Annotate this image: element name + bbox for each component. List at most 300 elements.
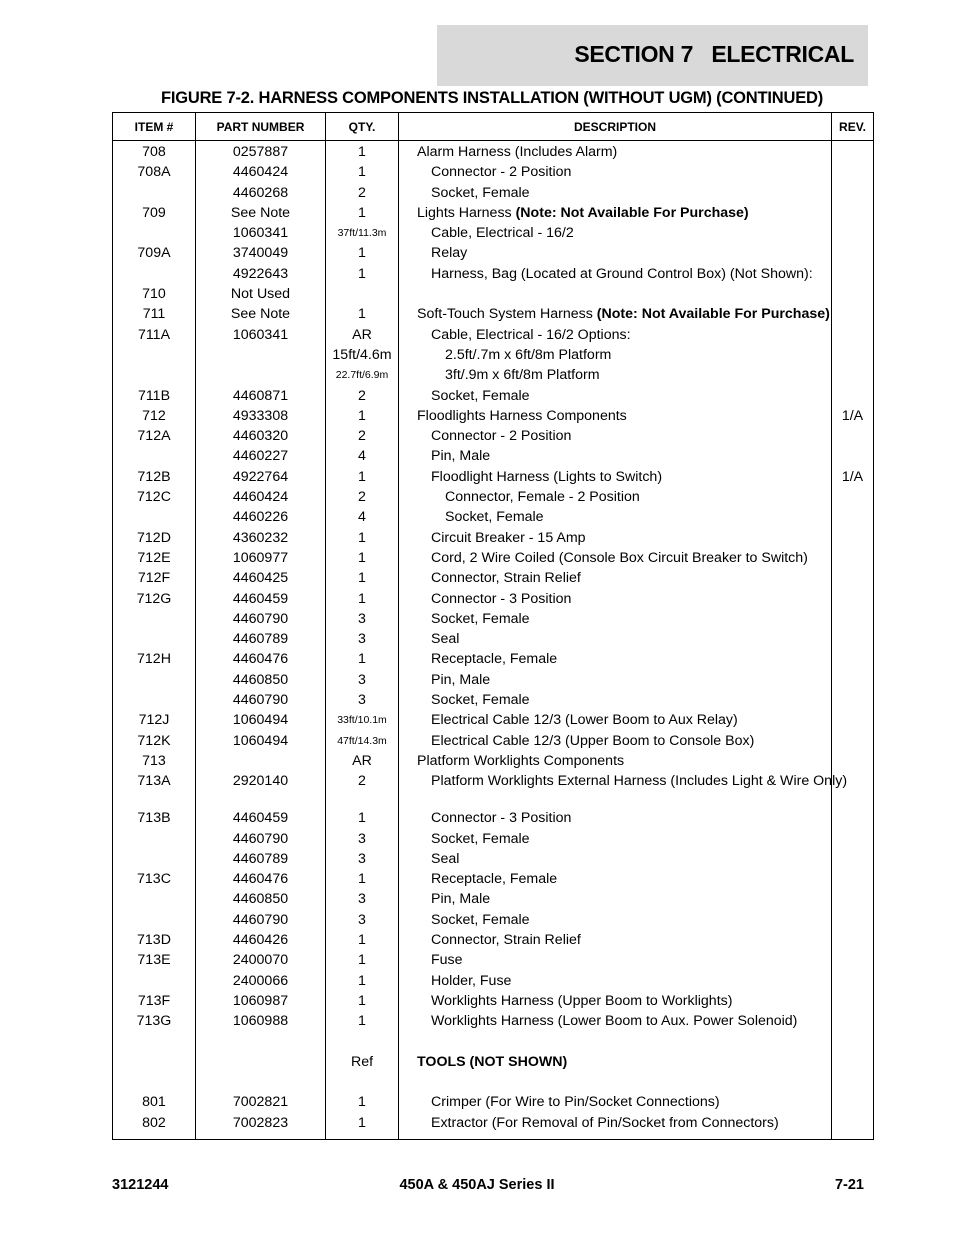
description-cell [399,448,832,468]
table-row [113,448,874,468]
description-cell [399,631,832,651]
qty-cell: 1 [326,932,399,952]
table-row [113,1054,874,1074]
revision-cell [832,327,874,347]
revision-cell [832,891,874,911]
description-text: Worklights Harness (Lower Boom to Aux. Power Solenoid) [431,1013,798,1030]
revision-cell [832,550,874,570]
description-note: TOOLS (NOT SHOWN) [417,1053,568,1070]
qty-cell: 2 [326,185,399,205]
part-number-cell: 4922764 [196,469,326,489]
description-text: Alarm Harness (Includes Alarm) [417,144,618,160]
item-number-cell: 709 [113,205,196,225]
description-cell [399,932,832,952]
table-row [113,651,874,671]
part-number-cell: 1060988 [196,1013,326,1033]
item-number-cell [113,891,196,911]
description-text: Connector, Strain Relief [431,570,581,587]
part-number-cell: 4460789 [196,851,326,871]
description-text: Electrical Cable 12/3 (Upper Boom to Console Box) [431,732,755,749]
qty-cell: 1 [326,141,399,165]
description-text: Electrical Cable 12/3 (Lower Boom to Aux Relay) [431,712,738,729]
description-text: Platform Worklights External Harness (Includes Light & Wire Only) [431,773,848,790]
part-number-cell: 1060341 [196,327,326,347]
revision-cell [832,611,874,631]
table-row [113,672,874,692]
part-number-cell: 1060494 [196,712,326,732]
revision-cell [832,631,874,651]
header-item: ITEM # [113,113,196,141]
table-row [113,205,874,225]
description-cell [399,164,832,184]
revision-cell [832,225,874,245]
header-qty: QTY. [326,113,399,141]
description-text: Platform Worklights Components [417,752,625,769]
revision-cell [832,448,874,468]
part-number-cell: 7002821 [196,1094,326,1114]
part-number-cell: 4460424 [196,489,326,509]
description-cell [399,1115,832,1140]
table-row [113,1094,874,1114]
description-cell [399,753,832,773]
description-cell [399,205,832,225]
table-row [113,851,874,871]
table-row [113,469,874,489]
description-note: (Note: Not Available For Purchase) [596,306,830,323]
qty-cell: 1 [326,871,399,891]
part-number-cell: 4460790 [196,611,326,631]
item-number-cell: 708A [113,164,196,184]
qty-cell: 1 [326,591,399,611]
item-number-cell: 712J [113,712,196,732]
table-row [113,164,874,184]
description-cell [399,1074,832,1094]
description-cell [399,347,832,367]
description-text: Connector - 3 Position [431,590,572,607]
item-number-cell [113,347,196,367]
part-number-cell: Not Used [196,286,326,306]
revision-cell [832,245,874,265]
item-number-cell: 802 [113,1115,196,1140]
revision-cell [832,810,874,830]
part-number-cell: See Note [196,306,326,326]
description-cell [399,367,832,387]
table-row [113,408,874,428]
part-number-cell: 4460425 [196,570,326,590]
part-number-cell: 4460426 [196,932,326,952]
qty-cell: 4 [326,448,399,468]
item-number-cell [113,509,196,529]
qty-cell: 1 [326,1094,399,1114]
description-cell [399,306,832,326]
description-text: Floodlights Harness Components [417,407,627,424]
item-number-cell: 712F [113,570,196,590]
description-cell [399,327,832,347]
item-number-cell: 712D [113,530,196,550]
revision-cell [832,185,874,205]
part-number-cell: See Note [196,205,326,225]
qty-cell: 3 [326,912,399,932]
description-cell [399,1094,832,1114]
qty-cell [326,1033,399,1053]
revision-cell [832,367,874,387]
table-row [113,266,874,286]
description-text: Socket, Female [431,830,530,847]
revision-cell [832,1013,874,1033]
revision-cell [832,932,874,952]
revision-cell [832,1115,874,1140]
item-number-cell: 711 [113,306,196,326]
part-number-cell [196,347,326,367]
header-part-number: PART NUMBER [196,113,326,141]
description-cell [399,810,832,830]
part-number-cell: 1060977 [196,550,326,570]
item-number-cell [113,1054,196,1074]
table-row [113,993,874,1013]
revision-cell [832,993,874,1013]
table-row [113,225,874,245]
description-text: Connector - 2 Position [431,428,572,445]
description-text: Circuit Breaker - 15 Amp [431,529,586,546]
description-cell [399,141,832,165]
description-cell [399,591,832,611]
description-text: 3ft/.9m x 6ft/8m Platform [445,367,600,384]
item-number-cell [113,367,196,387]
item-number-cell: 710 [113,286,196,306]
table-row [113,550,874,570]
revision-cell [832,712,874,732]
item-number-cell: 711A [113,327,196,347]
table-row [113,1074,874,1094]
description-cell [399,952,832,972]
item-number-cell: 712A [113,428,196,448]
description-text: Pin, Male [431,671,491,688]
part-number-cell: 4460227 [196,448,326,468]
item-number-cell: 712 [113,408,196,428]
description-text: Receptacle, Female [431,651,558,668]
part-number-cell: 4460226 [196,509,326,529]
table-row [113,1013,874,1033]
description-cell [399,993,832,1013]
description-cell [399,286,832,306]
revision-cell [832,428,874,448]
description-cell [399,428,832,448]
qty-cell: 2 [326,388,399,408]
description-cell [399,489,832,509]
table-row [113,932,874,952]
description-cell [399,225,832,245]
qty-cell: 3 [326,851,399,871]
item-number-cell: 713C [113,871,196,891]
description-text: Cord, 2 Wire Coiled (Console Box Circuit Breaker to Switch) [431,549,808,566]
item-number-cell [113,851,196,871]
table-header-row [113,113,874,141]
table-row [113,611,874,631]
qty-cell: 1 [326,550,399,570]
figure-title: FIGURE 7-2. HARNESS COMPONENTS INSTALLATION (WITHOUT UGM) (CONTINUED) [160,89,824,107]
item-number-cell: 712H [113,651,196,671]
header-description: DESCRIPTION [399,113,832,141]
revision-cell [832,530,874,550]
qty-cell: 3 [326,611,399,631]
revision-cell: 1/A [832,408,874,428]
description-text: Connector, Strain Relief [431,931,581,948]
revision-cell [832,141,874,165]
qty-cell [326,286,399,306]
revision-cell [832,306,874,326]
item-number-cell [113,448,196,468]
revision-cell [832,651,874,671]
part-number-cell: 4460790 [196,692,326,712]
description-text: Seal [431,631,460,648]
revision-cell [832,672,874,692]
qty-cell: AR [326,753,399,773]
qty-cell: 2 [326,428,399,448]
item-number-cell: 712G [113,591,196,611]
description-text: Cable, Electrical - 16/2 Options: [431,326,631,343]
item-number-cell: 713 [113,753,196,773]
footer-page-number: 7-21 [834,1177,864,1193]
revision-cell [832,489,874,509]
revision-cell [832,1094,874,1114]
part-number-cell [196,367,326,387]
item-number-cell: 709A [113,245,196,265]
description-cell [399,1054,832,1074]
item-number-cell: 712E [113,550,196,570]
table-row [113,1115,874,1140]
revision-cell [832,205,874,225]
description-text: Socket, Female [431,692,530,709]
qty-cell: 3 [326,831,399,851]
part-number-cell: 4922643 [196,266,326,286]
qty-cell: 2 [326,773,399,810]
part-number-cell: 4460424 [196,164,326,184]
description-cell [399,408,832,428]
revision-cell [832,1033,874,1053]
description-cell [399,733,832,753]
qty-cell: Ref [326,1054,399,1074]
revision-cell [832,831,874,851]
table-row [113,692,874,712]
part-number-cell: 4460871 [196,388,326,408]
description-cell [399,388,832,408]
description-cell [399,912,832,932]
description-cell [399,530,832,550]
revision-cell [832,286,874,306]
table-row [113,912,874,932]
part-number-cell: 1060494 [196,733,326,753]
part-number-cell: 4933308 [196,408,326,428]
description-text: Lights Harness [417,204,516,221]
item-number-cell: 713E [113,952,196,972]
description-cell [399,831,832,851]
item-number-cell: 713A [113,773,196,810]
item-number-cell: 712B [113,469,196,489]
qty-cell: 2 [326,489,399,509]
part-number-cell: 4460850 [196,891,326,911]
description-note: (Note: Not Available For Purchase) [515,204,749,221]
table-row [113,489,874,509]
revision-cell [832,1074,874,1094]
table-row [113,185,874,205]
item-number-cell: 713D [113,932,196,952]
description-text: Socket, Female [445,509,544,526]
description-text: Connector, Female - 2 Position [445,489,640,506]
table-row [113,753,874,773]
qty-cell: 1 [326,164,399,184]
section-title: SECTION 7 ELECTRICAL [574,41,854,67]
table-row [113,428,874,448]
qty-cell: 15ft/4.6m [326,347,399,367]
table-row [113,367,874,387]
description-text: Seal [431,850,460,867]
item-number-cell [113,1074,196,1094]
footer-doc-number: 3121244 [112,1177,169,1193]
item-number-cell [113,672,196,692]
qty-cell: 1 [326,1013,399,1033]
table-row [113,509,874,529]
qty-cell: 47ft/14.3m [326,733,399,753]
part-number-cell [196,1033,326,1053]
qty-cell: 1 [326,245,399,265]
revision-cell [832,347,874,367]
description-text: Socket, Female [431,911,530,928]
description-cell [399,1033,832,1053]
table-row [113,286,874,306]
description-cell [399,851,832,871]
item-number-cell: 711B [113,388,196,408]
qty-cell: 3 [326,631,399,651]
revision-cell [832,912,874,932]
item-number-cell: 713F [113,993,196,1013]
part-number-cell: 1060987 [196,993,326,1013]
revision-cell [832,1054,874,1074]
description-text: Extractor (For Removal of Pin/Socket from Connectors) [431,1114,779,1131]
table-row [113,871,874,891]
table-row [113,891,874,911]
description-cell [399,611,832,631]
description-text: Connector - 2 Position [431,164,572,181]
revision-cell [832,871,874,891]
part-number-cell: 4460790 [196,831,326,851]
description-text: Socket, Female [431,184,530,201]
qty-cell: 4 [326,509,399,529]
item-number-cell [113,973,196,993]
part-number-cell: 4460320 [196,428,326,448]
qty-cell: 1 [326,530,399,550]
revision-cell [832,692,874,712]
description-text: Crimper (For Wire to Pin/Socket Connections) [431,1094,720,1111]
part-number-cell [196,753,326,773]
qty-cell: AR [326,327,399,347]
description-cell [399,692,832,712]
item-number-cell [113,1033,196,1053]
description-cell [399,570,832,590]
description-text: Relay [431,245,468,262]
table-row [113,712,874,732]
table-row [113,530,874,550]
part-number-cell: 4460789 [196,631,326,651]
table-row [113,570,874,590]
part-number-cell [196,1054,326,1074]
item-number-cell [113,631,196,651]
table-row [113,306,874,326]
revision-cell [832,591,874,611]
description-cell [399,712,832,732]
table-row [113,733,874,753]
table-row [113,327,874,347]
description-text: Floodlight Harness (Lights to Switch) [431,468,663,485]
qty-cell: 1 [326,651,399,671]
description-cell [399,550,832,570]
qty-cell: 1 [326,952,399,972]
part-number-cell: 7002823 [196,1115,326,1140]
footer-model: 450A & 450AJ Series II [399,1177,555,1193]
part-number-cell: 4460459 [196,591,326,611]
description-cell [399,266,832,286]
description-cell [399,1013,832,1033]
qty-cell: 3 [326,891,399,911]
description-cell [399,469,832,489]
description-text: Soft-Touch System Harness [417,306,597,323]
description-text: 2.5ft/.7m x 6ft/8m Platform [445,346,612,363]
table-row [113,773,874,810]
qty-cell: 37ft/11.3m [326,225,399,245]
revision-cell [832,753,874,773]
revision-cell [832,973,874,993]
part-number-cell: 2400066 [196,973,326,993]
item-number-cell: 712K [113,733,196,753]
qty-cell: 1 [326,408,399,428]
revision-cell [832,570,874,590]
part-number-cell: 4460850 [196,672,326,692]
qty-cell: 22.7ft/6.9m [326,367,399,387]
item-number-cell [113,185,196,205]
table-row [113,245,874,265]
description-text: Pin, Male [431,448,491,465]
description-text: Harness, Bag (Located at Ground Control Box) (Not Shown): [431,265,813,282]
item-number-cell: 801 [113,1094,196,1114]
description-cell [399,651,832,671]
description-cell [399,672,832,692]
item-number-cell [113,266,196,286]
item-number-cell: 712C [113,489,196,509]
revision-cell: 1/A [832,469,874,489]
revision-cell [832,509,874,529]
table-row [113,347,874,367]
part-number-cell: 2920140 [196,773,326,810]
table-row [113,831,874,851]
description-cell [399,973,832,993]
item-number-cell [113,611,196,631]
qty-cell: 1 [326,973,399,993]
table-row [113,141,874,165]
part-number-cell: 4360232 [196,530,326,550]
revision-cell [832,851,874,871]
description-cell [399,871,832,891]
part-number-cell: 4460476 [196,651,326,671]
description-text: Receptacle, Female [431,871,558,888]
qty-cell: 1 [326,570,399,590]
part-number-cell: 3740049 [196,245,326,265]
item-number-cell: 708 [113,141,196,165]
parts-table [112,112,874,1140]
table-row [113,388,874,408]
table-row [113,631,874,651]
description-cell [399,773,848,810]
qty-cell: 1 [326,205,399,225]
part-number-cell: 4460459 [196,810,326,830]
